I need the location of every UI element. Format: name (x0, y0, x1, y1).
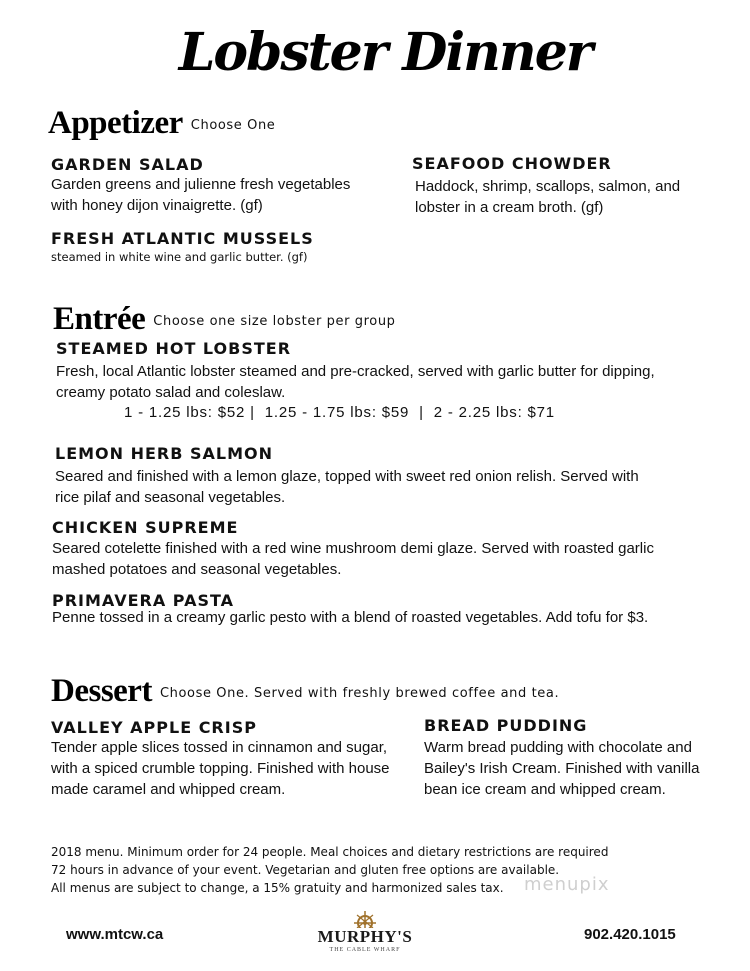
note-line: All menus are subject to change, a 15% gratuity and harmonized sales tax. (51, 881, 504, 895)
menu-item-description: Warm bread pudding with chocolate and Bailey's Irish Cream. Finished with vanilla bean ice cream and whipped cream. (424, 739, 700, 798)
phone-number: 902.420.1015 (584, 926, 676, 943)
appetizer-heading-label: Appetizer (48, 105, 183, 141)
menu-item-name: BREAD PUDDING (424, 716, 588, 735)
dessert-heading (51, 673, 559, 710)
ship-wheel-icon (348, 910, 382, 928)
menu-item-description: Haddock, shrimp, scallops, salmon, and lobster in a cream broth. (gf) (415, 178, 681, 216)
menu-item-name: FRESH ATLANTIC MUSSELS (51, 229, 314, 248)
menupix-watermark: menupix (524, 874, 610, 895)
dessert-heading-label: Dessert (51, 673, 152, 709)
entree-heading-label: Entrée (53, 301, 146, 337)
logo-tagline: THE CABLE WHARF (329, 947, 401, 953)
appetizer-heading (48, 105, 275, 142)
menu-title: Lobster Dinner (178, 22, 592, 83)
entree-heading (53, 301, 396, 338)
lobster-price-list: 1 - 1.25 lbs: $52 | 1.25 - 1.75 lbs: $59 | 2 - 2.25 lbs: $71 (124, 404, 555, 421)
menu-item-name: GARDEN SALAD (51, 155, 204, 174)
murphys-logo (310, 910, 420, 965)
menu-item-name: PRIMAVERA PASTA (52, 591, 235, 610)
menu-item-description: Penne tossed in a creamy garlic pesto with a blend of roasted vegetables. Add tofu for $3. (52, 609, 649, 626)
menu-item-name: CHICKEN SUPREME (52, 518, 239, 537)
dessert-subheading: Choose One. Served with freshly brewed coffee and tea. (159, 686, 560, 701)
menu-item-description: Seared cotelette finished with a red wine mushroom demi glaze. Served with roasted garlic mashed potatoes and seasonal vegetables. (52, 540, 654, 578)
logo-name: MURPHY'S (317, 927, 413, 946)
menu-item-name: LEMON HERB SALMON (55, 444, 274, 463)
menu-item-description: steamed in white wine and garlic butter. (gf) (51, 250, 308, 264)
menu-item-description: Seared and finished with a lemon glaze, topped with sweet red onion relish. Served with rice pilaf and seasonal vegetables. (55, 468, 639, 506)
menu-item-name: STEAMED HOT LOBSTER (56, 339, 292, 358)
website-link[interactable]: www.mtcw.ca (66, 926, 164, 943)
entree-subheading: Choose one size lobster per group (153, 314, 396, 329)
menu-item-description: Garden greens and julienne fresh vegetables with honey dijon vinaigrette. (gf) (51, 176, 351, 214)
note-line: 2018 menu. Minimum order for 24 people. Meal choices and dietary restrictions are required (51, 845, 609, 859)
menu-item-description: Fresh, local Atlantic lobster steamed and pre-cracked, served with garlic butter for dipping, creamy potato salad and coleslaw. (56, 363, 655, 401)
appetizer-subheading: Choose One (190, 118, 276, 133)
menu-item-description: Tender apple slices tossed in cinnamon and sugar, with a spiced crumble topping. Finished with house made caramel and whipped cream. (51, 739, 390, 798)
note-line: 72 hours in advance of your event. Vegetarian and gluten free options are available. (51, 863, 560, 877)
menu-item-name: SEAFOOD CHOWDER (412, 154, 612, 173)
menu-item-name: VALLEY APPLE CRISP (51, 718, 257, 737)
